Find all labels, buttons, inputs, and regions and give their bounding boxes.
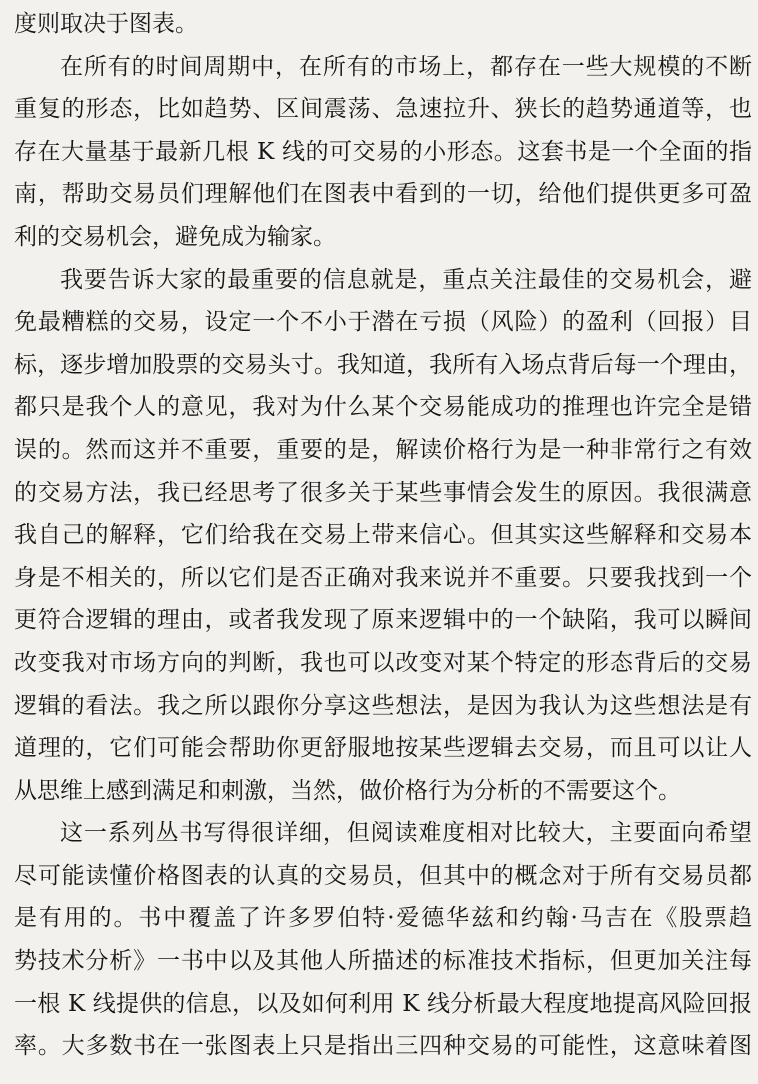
text-line: 道理的，它们可能会帮助你更舒服地按某些逻辑去交易，而且可以让人 (14, 735, 752, 762)
text-line: 存在大量基于最新几根 K 线的可交易的小形态。这套书是一个全面的指 (14, 138, 752, 165)
text-line: 一根 K 线提供的信息，以及如何利用 K 线分析最大程度地提高风险回报 (14, 990, 752, 1017)
text-line: 的交易方法，我已经思考了很多关于某些事情会发生的原因。我很满意 (14, 479, 752, 506)
text-line: 势技术分析》一书中以及其他人所描述的标准技术指标，但更加关注每 (14, 948, 752, 975)
text-line: 免最糟糕的交易，设定一个不小于潜在亏损（风险）的盈利（回报）目 (14, 309, 752, 336)
paragraph (14, 3, 752, 46)
text-line: 这一系列丛书写得很详细，但阅读难度相对比较大，主要面向希望 (60, 820, 752, 847)
paragraph (14, 46, 752, 259)
text-line: 重复的形态，比如趋势、区间震荡、急速拉升、狭长的趋势通道等，也 (14, 96, 752, 123)
text-line: 我自己的解释，它们给我在交易上带来信心。但其实这些解释和交易本 (14, 522, 752, 549)
paragraph (14, 259, 752, 813)
text-line: 在所有的时间周期中，在所有的市场上，都存在一些大规模的不断 (60, 53, 752, 80)
text-line: 改变我对市场方向的判断，我也可以改变对某个特定的形态背后的交易 (14, 649, 752, 676)
text-line: 身是不相关的，所以它们是否正确对我来说并不重要。只要我找到一个 (14, 564, 752, 591)
text-line: 率。大多数书在一张图表上只是指出三四种交易的可能性，这意味着图 (14, 1033, 752, 1060)
body-text (14, 3, 752, 1068)
text-line: 南，帮助交易员们理解他们在图表中看到的一切，给他们提供更多可盈 (14, 181, 752, 208)
text-line: 误的。然而这并不重要，重要的是，解读价格行为是一种非常行之有效 (14, 436, 752, 463)
text-line: 更符合逻辑的理由，或者我发现了原来逻辑中的一个缺陷，我可以瞬间 (14, 607, 752, 634)
text-line: 利的交易机会，避免成为输家。 (14, 223, 336, 250)
text-line: 标，逐步增加股票的交易头寸。我知道，我所有入场点背后每一个理由， (14, 351, 752, 378)
paragraph (14, 812, 752, 1068)
text-line: 从思维上感到满足和刺激，当然，做价格行为分析的不需要这个。 (14, 777, 681, 804)
text-line: 度则取决于图表。 (14, 11, 198, 37)
text-line: 都只是我个人的意见，我对为什么某个交易能成功的推理也许完全是错 (14, 394, 752, 421)
text-line: 我要告诉大家的最重要的信息就是，重点关注最佳的交易机会，避 (60, 266, 752, 293)
text-line: 是有用的。书中覆盖了许多罗伯特·爱德华兹和约翰·马吉在《股票趋 (14, 905, 752, 932)
text-line: 逻辑的看法。我之所以跟你分享这些想法，是因为我认为这些想法是有 (14, 692, 752, 719)
text-line: 尽可能读懂价格图表的认真的交易员，但其中的概念对于所有交易员都 (14, 862, 752, 889)
